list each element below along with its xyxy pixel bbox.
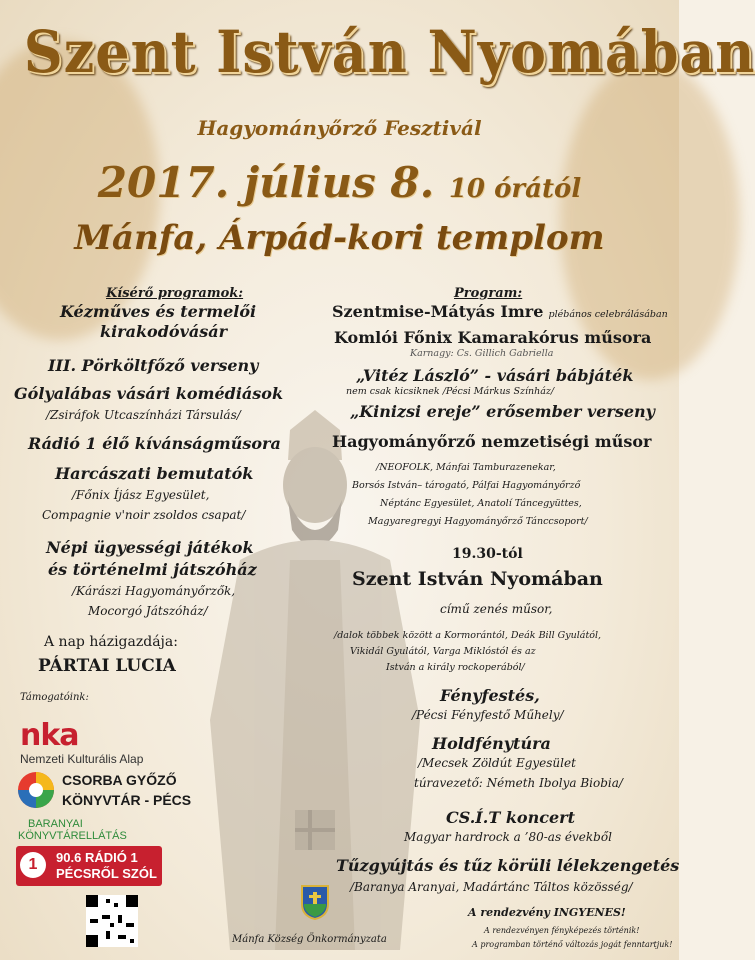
light-painting-title: Fényfestés, xyxy=(440,686,540,705)
photo-note: A rendezvényen fényképezés történik! xyxy=(484,926,640,935)
concert-title: CS.Í.T koncert xyxy=(446,808,575,827)
evening-title: Szent István Nyomában xyxy=(352,568,603,590)
radio1-logo xyxy=(16,846,162,886)
radio1-badge-icon: 1 xyxy=(20,852,46,878)
strongman-title: „Kinizsi ereje” erősember verseny xyxy=(350,402,655,421)
left-item-3: Gólyalábas vásári komédiások xyxy=(14,384,284,403)
side-programs-heading: Kísérő programok: xyxy=(106,286,244,301)
csorba-text-1: CSORBA GYŐZŐ xyxy=(62,772,177,788)
radio-frequency: 90.6 xyxy=(56,850,82,865)
event-location: Mánfa, Árpád-kori templom xyxy=(74,218,605,258)
moon-tour-detail-1: /Mecsek Zöldút Egyesület xyxy=(418,756,576,770)
csorba-text-2: KÖNYVTÁR - PÉCS xyxy=(62,792,192,808)
tradition-title: Hagyományőrző nemzetiségi műsor xyxy=(332,432,652,451)
tradition-detail-3: Néptánc Egyesület, Anatolí Táncegyüttes, xyxy=(380,498,582,509)
mass-title: Szentmise-Mátyás Imre xyxy=(332,302,544,321)
left-item-3-detail: /Zsiráfok Utcaszínházi Társulás/ xyxy=(46,408,241,422)
evening-subtitle: című zenés műsor, xyxy=(440,602,553,616)
change-note: A programban történő változás jogát fenntartjuk! xyxy=(472,940,673,949)
radio-slogan: PÉCSRŐL SZÓL xyxy=(56,866,157,881)
municipality-name: Mánfa Község Önkormányzata xyxy=(232,934,387,945)
mass-note: plébános celebrálásában xyxy=(548,309,668,320)
left-item-4: Rádió 1 élő kívánságműsora xyxy=(28,434,281,453)
sponsors-label: Támogatóink: xyxy=(20,692,89,703)
left-item-5-detail2: Compagnie v'noir zsoldos csapat/ xyxy=(42,508,246,522)
left-item-2: III. Pörköltfőző verseny xyxy=(48,356,259,375)
start-time: 10 órától xyxy=(448,174,582,204)
manfa-coat-of-arms-icon xyxy=(300,884,330,920)
evening-detail-1: /dalok többek között a Kormorántól, Deák Bill Gyulától, xyxy=(334,630,602,641)
poster-title: Szent István Nyomában xyxy=(23,18,755,86)
event-date xyxy=(0,158,679,207)
left-item-5: Harcászati bemutatók xyxy=(55,464,254,483)
baranyai-text-2: KÖNYVTÁRELLÁTÁS xyxy=(18,830,127,842)
left-item-6-detail2: Mocorgó Játszóház/ xyxy=(88,604,208,618)
nka-logo: nka xyxy=(20,718,79,753)
choir-title: Komlói Főnix Kamarakórus műsora xyxy=(334,328,652,347)
fire-note: /Baranya Aranyai, Madártánc Táltos közösség/ xyxy=(350,880,633,894)
tradition-detail-1: /NEOFOLK, Mánfai Tamburazenekar, xyxy=(376,462,556,473)
moon-tour-title: Holdfénytúra xyxy=(432,734,551,753)
left-item-6-detail: /Kárászi Hagyományőrzők, xyxy=(72,584,236,598)
puppet-title: „Vitéz László” - vásári bábjáték xyxy=(356,366,634,385)
baranyai-text-1: BARANYAI xyxy=(28,818,83,830)
festival-subtitle: Hagyományőrző Fesztivál xyxy=(197,116,482,140)
evening-time: 19.30-tól xyxy=(452,546,523,562)
evening-detail-2: Vikidál Gyulától, Varga Miklóstól és az xyxy=(350,646,536,657)
left-item-1b: kirakodóvásár xyxy=(100,322,228,341)
left-item-6: Népi ügyességi játékok xyxy=(46,538,254,557)
date-text: 2017. július 8. xyxy=(97,158,435,207)
moon-tour-detail-2: túravezető: Németh Ibolya Biobia/ xyxy=(414,776,623,790)
free-entry: A rendezvény INGYENES! xyxy=(468,906,626,919)
host-label: A nap házigazdája: xyxy=(44,634,178,650)
choir-note: Karnagy: Cs. Gillich Gabriella xyxy=(410,348,554,359)
nka-text: Nemzeti Kulturális Alap xyxy=(20,752,144,766)
radio-name: RÁDIÓ 1 xyxy=(84,850,138,865)
tradition-detail-4: Magyaregregyi Hagyományőrző Tánccsoport/ xyxy=(368,516,588,527)
light-painting-note: /Pécsi Fényfestő Műhely/ xyxy=(412,708,564,722)
host-name: PÁRTAI LUCIA xyxy=(38,656,176,676)
fire-title: Tűzgyújtás és tűz körüli lélekzengetés xyxy=(336,856,680,875)
evening-detail-3: István a király rockoperából/ xyxy=(386,662,525,673)
concert-note: Magyar hardrock a ’80-as évekből xyxy=(404,830,612,844)
puppet-note: nem csak kicsiknek /Pécsi Márkus Színház/ xyxy=(346,386,555,397)
csorba-library-logo-icon xyxy=(16,770,56,810)
left-item-6b: és történelmi játszóház xyxy=(48,560,257,579)
program-heading: Program: xyxy=(454,286,523,301)
left-item-1: Kézműves és termelői xyxy=(60,302,257,321)
left-item-5-detail: /Főnix Íjász Egyesület, xyxy=(72,488,210,502)
tradition-detail-2: Borsós István– tárogató, Pálfai Hagyományőrző xyxy=(352,480,581,491)
qr-code[interactable] xyxy=(86,895,138,947)
